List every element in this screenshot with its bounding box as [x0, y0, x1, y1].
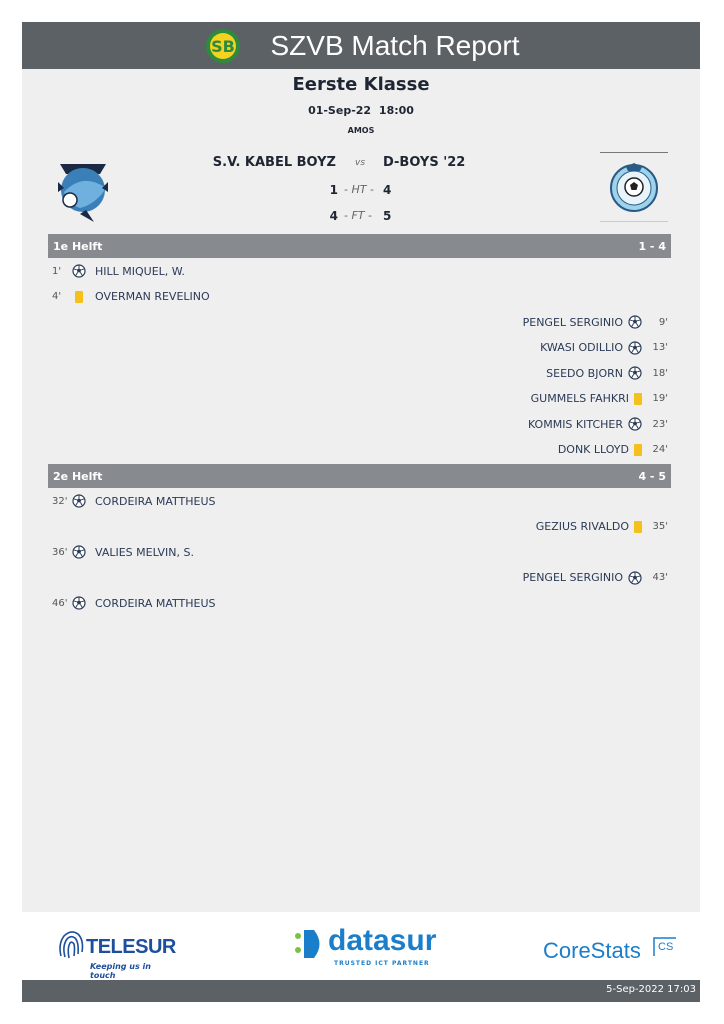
ht-label: - HT -: [344, 183, 374, 196]
telesur-tagline: Keeping us in touch: [90, 962, 151, 980]
corestats-mark-icon: [652, 934, 678, 958]
event-player: VALIES MELVIN, S.: [95, 545, 194, 559]
event-player: HILL MIQUEL, W.: [95, 264, 185, 278]
yellow-card-icon: [634, 393, 642, 405]
match-time: 18:00: [378, 104, 414, 117]
corestats-logo: [540, 932, 680, 968]
vs-label: vs: [355, 158, 366, 168]
first-half-score: 1 - 4: [638, 239, 666, 253]
event-minute: 36': [52, 546, 68, 558]
ht-home-score: 1: [329, 183, 338, 197]
away-event-row: [523, 313, 668, 331]
home-event-row: [52, 543, 194, 561]
match-date: 01-Sep-22: [308, 104, 372, 117]
report-timestamp: 5-Sep-2022 17:03: [606, 984, 696, 995]
away-event-row: [540, 339, 668, 357]
goal-ball-icon: [72, 596, 86, 610]
report-page: [22, 22, 700, 1002]
second-half-bar: [48, 464, 671, 488]
goal-ball-icon: [628, 315, 642, 329]
away-event-row: [531, 390, 668, 408]
event-player: SEEDO BJORN: [546, 366, 623, 380]
home-event-row: [52, 262, 185, 280]
second-half-score: 4 - 5: [638, 469, 666, 483]
event-minute: 1': [52, 265, 62, 277]
event-player: GUMMELS FAHKRI: [530, 392, 629, 405]
goal-ball-icon: [72, 264, 86, 278]
event-player: CORDEIRA MATTHEUS: [95, 494, 216, 508]
goal-ball-icon: [628, 417, 642, 431]
footer-bar: [22, 980, 700, 1002]
datasur-tagline: TRUSTED ICT PARTNER: [334, 960, 430, 967]
fulltime-score-row: [22, 209, 700, 227]
second-half-label: 2e Helft: [53, 469, 103, 483]
event-player: OVERMAN REVELINO: [95, 290, 210, 303]
yellow-card-icon: [75, 291, 83, 303]
away-event-row: [558, 441, 668, 459]
home-event-row: [52, 492, 216, 510]
goal-ball-icon: [628, 571, 642, 585]
event-minute: 46': [52, 597, 68, 609]
event-minute: 9': [658, 316, 668, 328]
corestats-mark: CS: [658, 941, 674, 953]
telesur-name: TELESUR: [86, 936, 176, 958]
event-player: PENGEL SERGINIO: [522, 571, 623, 584]
away-event-row: [523, 569, 668, 587]
svg-text:SB: SB: [210, 36, 235, 56]
event-minute: 18': [652, 367, 668, 379]
away-event-row: [546, 364, 668, 382]
goal-ball-icon: [628, 341, 642, 355]
first-half-label: 1e Helft: [53, 239, 103, 253]
header-bar: [22, 22, 700, 69]
sponsor-strip: [22, 912, 700, 980]
ft-label: - FT -: [344, 209, 372, 222]
home-event-row: [52, 594, 216, 612]
event-minute: 13': [652, 342, 668, 353]
yellow-card-icon: [634, 521, 642, 533]
match-datetime: [22, 104, 700, 117]
ht-away-score: 4: [383, 183, 392, 197]
event-minute: 43': [652, 572, 668, 583]
event-minute: 19': [652, 393, 668, 404]
home-team-name: S.V. KABEL BOYZ: [212, 155, 336, 170]
datasur-logo: [292, 924, 437, 970]
event-minute: 35': [652, 521, 668, 532]
away-team-name: D-BOYS '22: [383, 155, 466, 170]
corestats-name: CoreStats: [543, 938, 641, 963]
datasur-mark-icon: [292, 926, 326, 962]
event-player: KOMMIS KITCHER: [527, 417, 623, 431]
event-player: DONK LLOYD: [557, 443, 629, 456]
event-player: KWASI ODILLIO: [540, 341, 623, 354]
halftime-score-row: [22, 183, 700, 201]
ft-away-score: 5: [383, 209, 392, 223]
event-minute: 4': [52, 291, 62, 302]
first-half-bar: [48, 234, 671, 258]
szvb-logo-icon: [203, 26, 243, 66]
yellow-card-icon: [634, 444, 642, 456]
event-player: CORDEIRA MATTHEUS: [95, 596, 216, 610]
event-minute: 32': [52, 495, 68, 507]
competition-name: Eerste Klasse: [292, 74, 430, 95]
event-player: GEZIUS RIVALDO: [535, 520, 629, 533]
report-title: SZVB Match Report: [270, 29, 520, 61]
away-event-row: [536, 518, 668, 536]
goal-ball-icon: [72, 494, 86, 508]
goal-ball-icon: [628, 366, 642, 380]
fingerprint-icon: [56, 926, 86, 962]
telesur-logo: [56, 922, 176, 980]
ft-home-score: 4: [329, 209, 338, 223]
event-minute: 23': [652, 418, 668, 430]
event-player: PENGEL SERGINIO: [522, 315, 623, 329]
teams-row: [22, 155, 700, 175]
goal-ball-icon: [72, 545, 86, 559]
venue: AMOS: [347, 126, 375, 135]
away-event-row: [528, 415, 668, 433]
datasur-name: datasur: [328, 924, 437, 957]
event-minute: 24': [652, 444, 668, 455]
home-event-row: [52, 288, 210, 306]
